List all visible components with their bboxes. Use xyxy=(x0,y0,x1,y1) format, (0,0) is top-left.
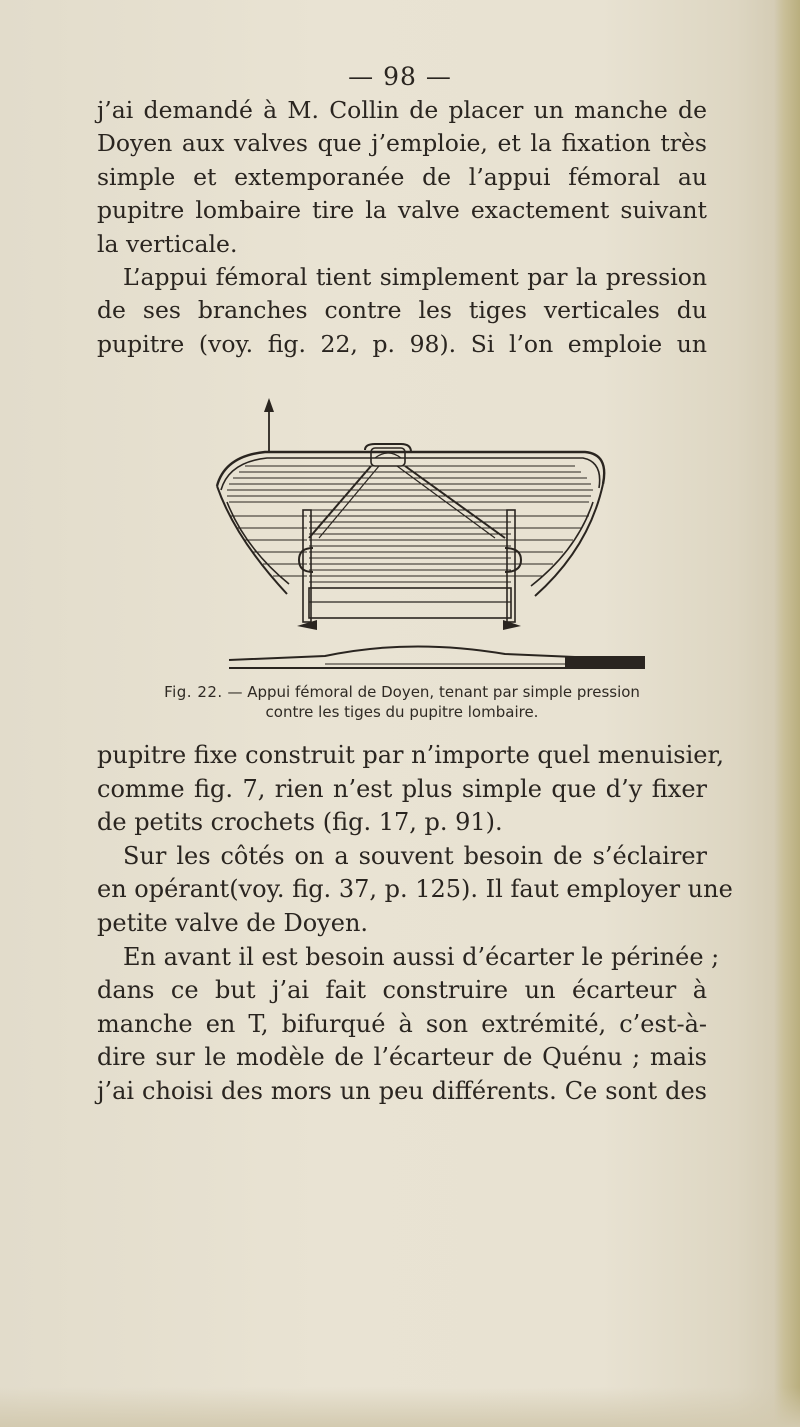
caption-text: — Appui fémoral de Doyen, tenant par simple pression xyxy=(227,683,640,701)
caption-line xyxy=(97,682,707,702)
text-line: pupitre fixe construit par n’importe quel menuisier, xyxy=(97,741,724,769)
text-line: pupitre (voy. fig. 22, p. 98). Si l’on emploie un xyxy=(97,329,707,358)
text-line: j’ai choisi des mors un peu différents. Ce sont des xyxy=(97,1076,707,1105)
text-line: simple et extemporanée de l’appui fémoral au xyxy=(97,162,707,191)
page-bottom-shadow xyxy=(0,1387,800,1427)
text-line: en opérant(voy. fig. 37, p. 125). Il faut employer une xyxy=(97,875,733,904)
text-line: j’ai demandé à M. Collin de placer un manche de xyxy=(97,96,707,124)
figure-illustration xyxy=(205,398,675,678)
text-line: dans ce but j’ai fait construire un écarteur à xyxy=(97,976,707,1005)
figure-label: Fig. 22. xyxy=(164,683,223,701)
text-line: dire sur le modèle de l’écarteur de Quénu ; mais xyxy=(97,1043,707,1072)
text-line: de ses branches contre les tiges verticales du xyxy=(97,296,707,325)
text-line: comme fig. 7, rien n’est plus simple que d’y fixer xyxy=(97,774,707,803)
text-line: la verticale. xyxy=(97,229,238,258)
text-line: pupitre lombaire tire la valve exactement suivant xyxy=(97,196,707,225)
text-line: manche en T, bifurqué à son extrémité, c’est-à- xyxy=(97,1009,707,1038)
text-line: petite valve de Doyen. xyxy=(97,908,369,937)
text-line: de petits crochets (fig. 17, p. 91). xyxy=(97,808,503,837)
text-line: Sur les côtés on a souvent besoin de s’éclairer xyxy=(123,841,707,870)
page-edge-shadow xyxy=(774,0,800,1427)
caption-line: contre les tiges du pupitre lombaire. xyxy=(265,703,539,721)
text-line: En avant il est besoin aussi d’écarter le périnée ; xyxy=(123,942,720,971)
text-line: L’appui fémoral tient simplement par la pression xyxy=(123,263,707,292)
text-line: Doyen aux valves que j’emploie, et la fixation très xyxy=(97,129,707,158)
paragraph-top xyxy=(97,94,707,361)
page-number: — 98 — xyxy=(348,62,452,91)
paragraph-bottom xyxy=(97,739,733,1109)
figure-caption xyxy=(97,682,707,722)
